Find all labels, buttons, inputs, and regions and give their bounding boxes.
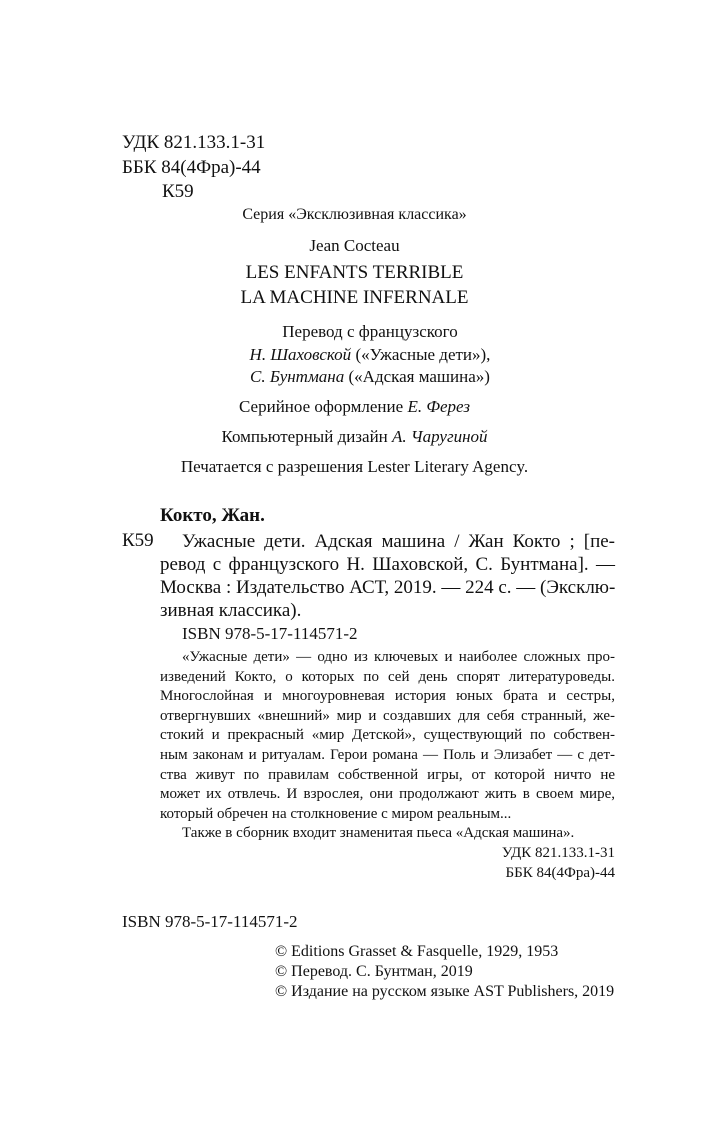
series-design-name: Е. Ферез — [407, 397, 470, 416]
annotation-bbk: ББК 84(4Фра)-44 — [505, 864, 615, 881]
annotation-text — [160, 648, 615, 844]
series-design-label: Серийное оформление — [239, 397, 408, 416]
original-author: Jean Cocteau — [309, 236, 400, 255]
author-mark: К59 — [162, 181, 194, 202]
bbk-code: ББК 84(4Фра)-44 — [122, 157, 261, 178]
bibliographic-line: Ужасные дети. Адская машина / Жан Кокто ; [пе- — [182, 531, 615, 552]
translator1-work: («Ужасные дети»), — [351, 345, 491, 364]
annotation-line: может их отвлечь. И взрослея, они продолжают жить в своем мире, — [160, 786, 615, 803]
translator2-credit — [150, 367, 590, 387]
computer-design-credit — [0, 427, 709, 447]
annotation-line: ства живут по правилам собственной игры, от которой ничто не — [160, 766, 615, 783]
annotation-line: ным законам и ритуалам. Герои романа — Поль и Элизабет — с дет- — [160, 746, 615, 763]
annotation-line: «Ужасные дети» — одно из ключевых и наиболее сложных про- — [182, 649, 615, 665]
translator2-name: С. Бунтмана — [250, 367, 345, 386]
copyright-line: © Перевод. С. Бунтман, 2019 — [275, 963, 473, 980]
bibliographic-description — [160, 530, 615, 622]
computer-design-label: Компьютерный дизайн — [221, 427, 393, 446]
bibliographic-line: Москва : Издательство АСТ, 2019. — 224 с. — (Эксклю- — [160, 577, 616, 598]
series-design-credit — [0, 397, 709, 417]
translator1-name: Н. Шаховской — [249, 345, 352, 364]
copyright-line: © Издание на русском языке AST Publishers, 2019 — [275, 983, 615, 1000]
series-line: Серия «Эксклюзивная классика» — [242, 206, 467, 223]
annotation-line: отвергнувших «внешний» мир и создавших для себя странный, же- — [160, 707, 615, 724]
udk-code: УДК 821.133.1-31 — [122, 132, 266, 153]
bibliographic-line: ревод с французского Н. Шаховской, С. Бунтмана]. — — [160, 554, 615, 575]
computer-design-name: А. Чаругиной — [392, 427, 488, 446]
translation-intro: Перевод с французского — [282, 322, 458, 341]
translator2-work: («Адская машина») — [344, 367, 490, 386]
annotation-also: Также в сборник входит знаменитая пьеса «Адская машина». — [182, 825, 575, 842]
bibliographic-mark: К59 — [122, 530, 154, 551]
annotation-line: изведений Кокто, о которых по сей день спорят литературоведы. — [160, 668, 615, 685]
copyright-line: © Editions Grasset & Fasquelle, 1929, 1953 — [275, 943, 559, 960]
permission-note: Печатается с разрешения Lester Literary Agency. — [180, 457, 529, 476]
annotation-line: стокий и прекрасный «мир Детской», существующий по собствен- — [160, 727, 615, 744]
translator1-credit — [150, 345, 590, 365]
bibliographic-line: зивная классика). — [160, 600, 302, 621]
footer-isbn: ISBN 978-5-17-114571-2 — [122, 912, 298, 931]
annotation-udk: УДК 821.133.1-31 — [501, 845, 615, 861]
bibliographic-heading: Кокто, Жан. — [160, 505, 265, 526]
annotation-line: который обречен на столкновение с миром реальным... — [160, 805, 512, 822]
bibliographic-isbn: ISBN 978-5-17-114571-2 — [182, 624, 358, 643]
original-title-line1: LES ENFANTS TERRIBLE — [245, 262, 464, 283]
original-title-line2: LA MACHINE INFERNALE — [240, 287, 469, 308]
annotation-codes — [160, 844, 615, 883]
annotation-line: Многослойная и многоуровневая история юных брата и сестры, — [160, 688, 615, 705]
